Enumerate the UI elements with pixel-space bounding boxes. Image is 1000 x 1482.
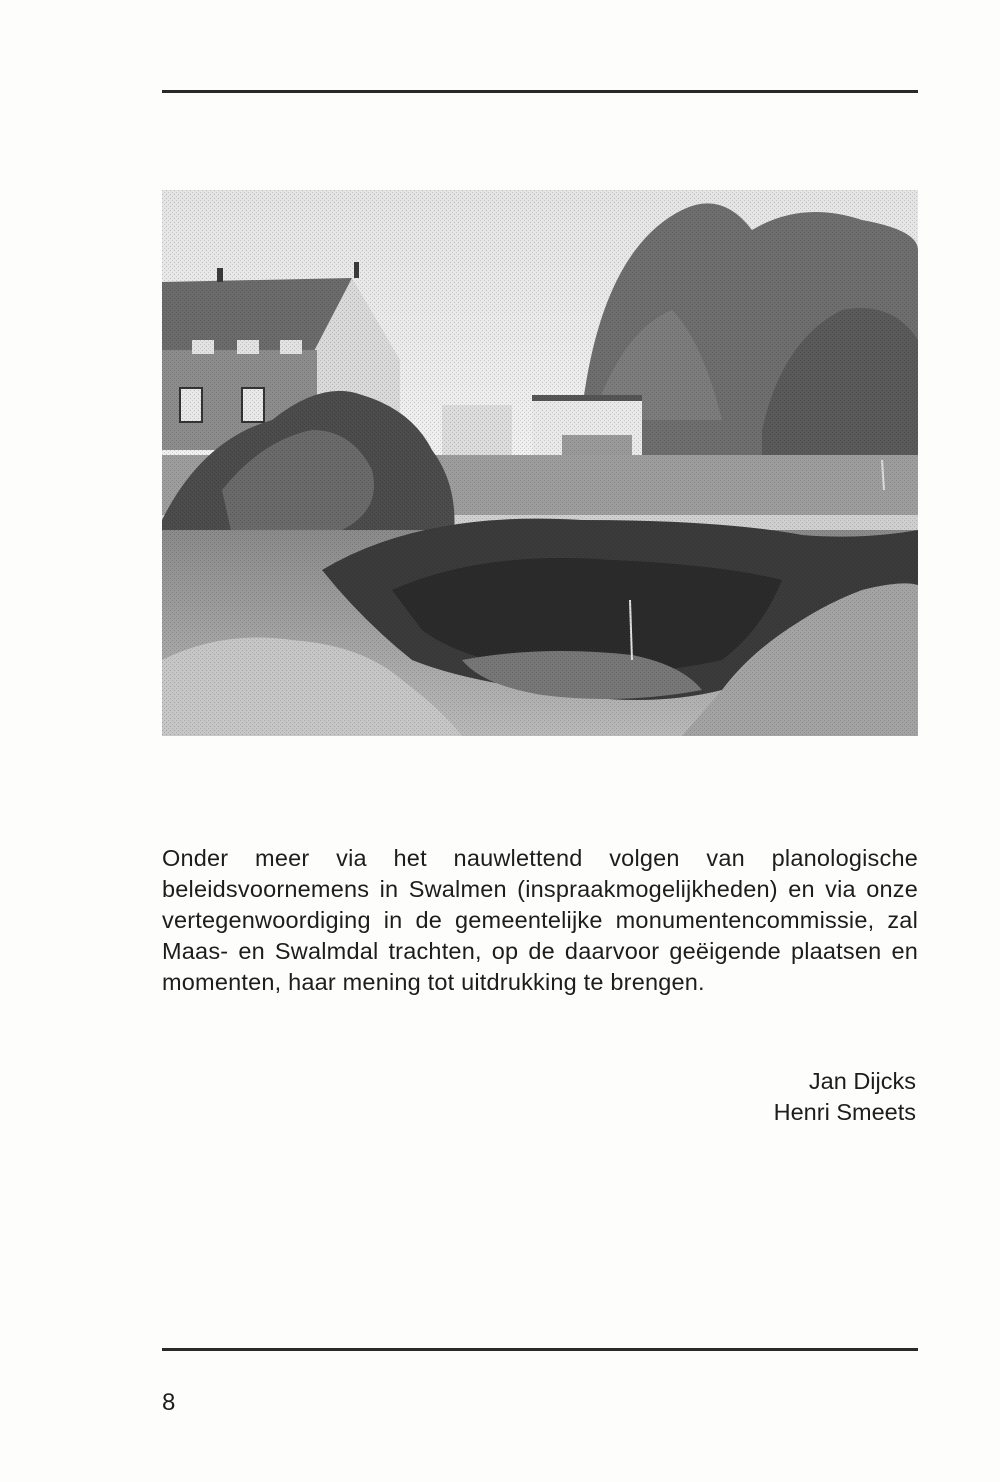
photograph-excavation-site	[162, 190, 918, 736]
bottom-rule	[162, 1348, 918, 1351]
body-paragraph: Onder meer via het nauwlettend volgen van planologische beleidsvoornemens in Swalmen (inspraakmogelijkheden) en via onze vertegenwoordiging in de gemeentelijke monumentencommissie, zal Maas- en Swalmdal trachten, op de daarvoor geëigende plaatsen en momenten, haar mening tot uitdrukking te brengen.	[162, 845, 918, 995]
top-rule	[162, 90, 918, 93]
photograph-image	[162, 190, 918, 736]
signatory-name: Henri Smeets	[773, 1099, 916, 1125]
signatory-name: Jan Dijcks	[808, 1068, 916, 1094]
signature-block	[774, 1066, 916, 1128]
page-number: 8	[162, 1389, 176, 1416]
